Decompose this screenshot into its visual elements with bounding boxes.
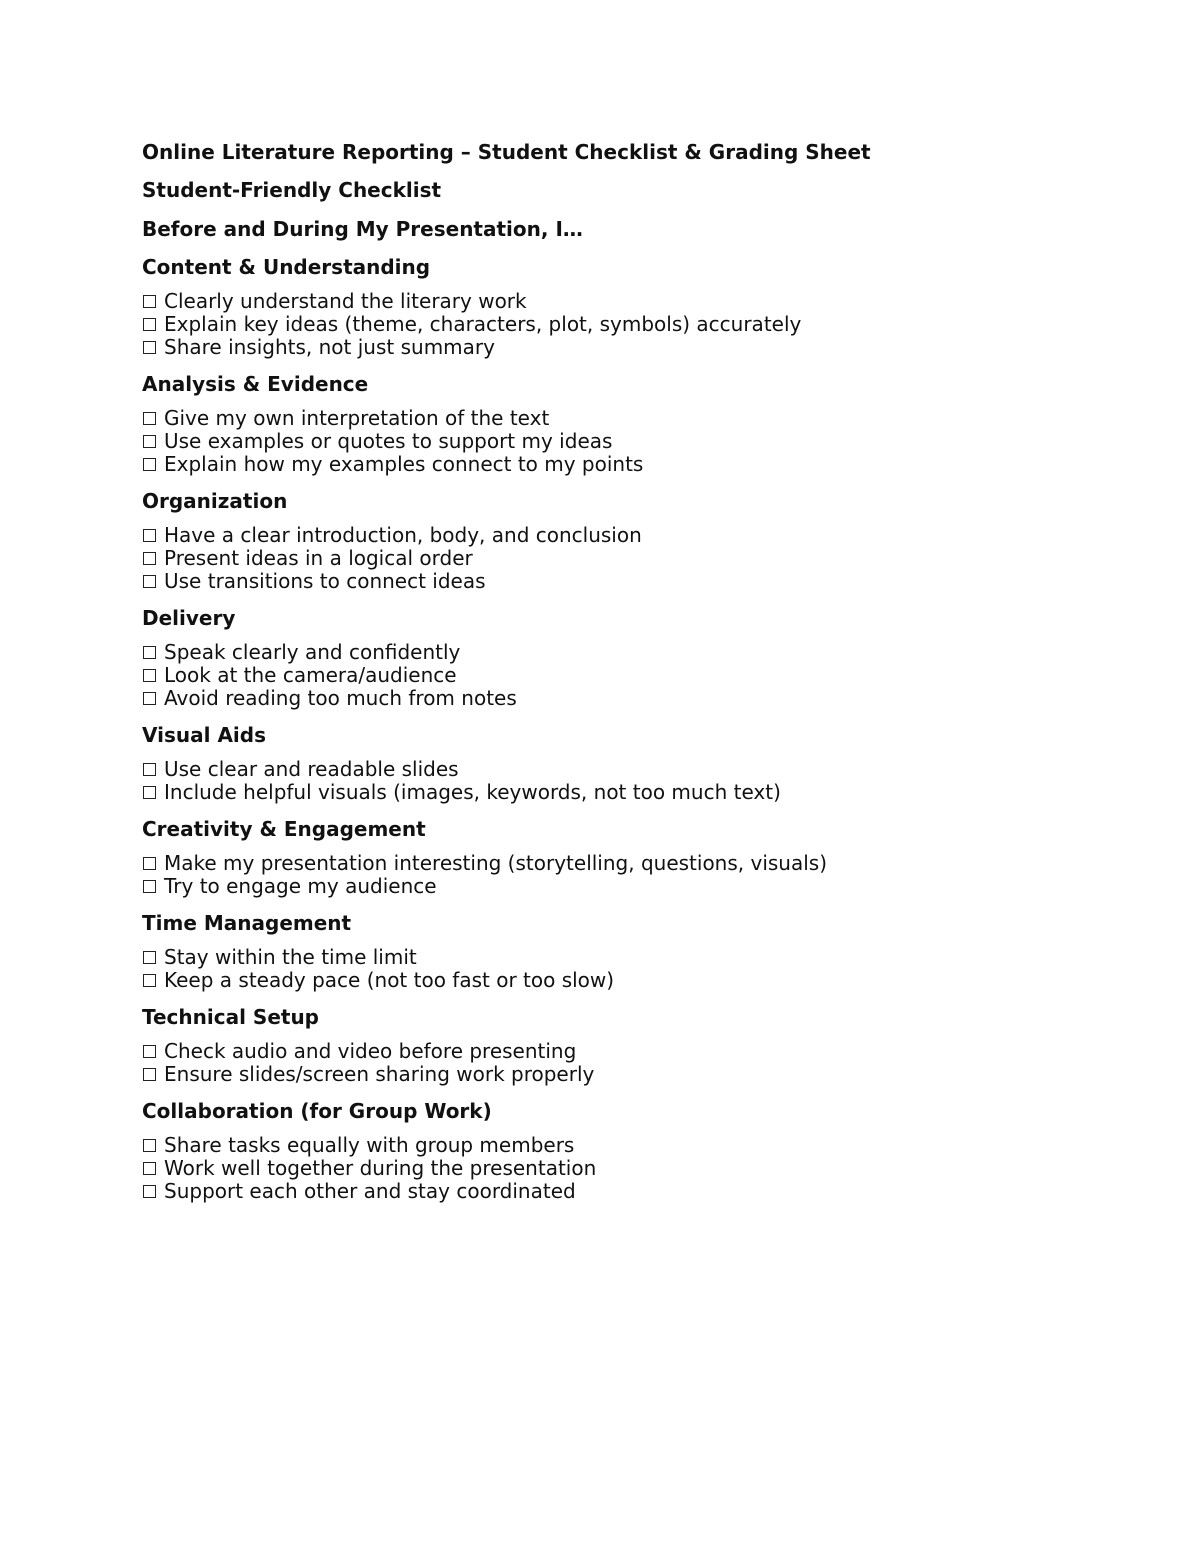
checklist-item-label: Share tasks equally with group members: [164, 1133, 575, 1157]
checklist-item-label: Make my presentation interesting (storytelling, questions, visuals): [164, 851, 828, 875]
checkbox-icon[interactable]: [143, 857, 156, 870]
checklist-item-label: Look at the camera/audience: [164, 663, 457, 687]
checklist-item: [142, 313, 1102, 336]
section-heading: Creativity & Engagement: [142, 817, 426, 841]
section-heading: Time Management: [142, 911, 352, 935]
checklist-section: [142, 253, 1102, 359]
checkbox-icon[interactable]: [143, 412, 156, 425]
checklist-item: [142, 1134, 1102, 1157]
checklist-item: [142, 524, 1102, 547]
checklist-items: [142, 852, 1102, 898]
checkbox-icon[interactable]: [143, 435, 156, 448]
checkbox-icon[interactable]: [143, 1162, 156, 1175]
checklist-item: [142, 758, 1102, 781]
checklist-items: [142, 1134, 1102, 1203]
checkbox-icon[interactable]: [143, 341, 156, 354]
checklist-section: [142, 1003, 1102, 1086]
checklist-section: [142, 815, 1102, 898]
checklist-item-label: Work well together during the presentation: [164, 1156, 597, 1180]
checklist-item: [142, 781, 1102, 804]
section-heading: Collaboration (for Group Work): [142, 1099, 492, 1123]
checkbox-icon[interactable]: [143, 669, 156, 682]
checklist-item-label: Explain key ideas (theme, characters, plot, symbols) accurately: [164, 312, 802, 336]
checklist-item: [142, 1157, 1102, 1180]
checklist-item-label: Share insights, not just summary: [164, 335, 495, 359]
lead-heading: Before and During My Presentation, I…: [142, 217, 583, 241]
checklist-item: [142, 453, 1102, 476]
checklist-item: [142, 1063, 1102, 1086]
checkbox-icon[interactable]: [143, 1139, 156, 1152]
checklist-item-label: Use examples or quotes to support my ideas: [164, 429, 613, 453]
checklist-section: [142, 487, 1102, 593]
checklist-items: [142, 641, 1102, 710]
checkbox-icon[interactable]: [143, 575, 156, 588]
checklist-item-label: Present ideas in a logical order: [164, 546, 473, 570]
checkbox-icon[interactable]: [143, 763, 156, 776]
checklist-item-label: Include helpful visuals (images, keywords, not too much text): [164, 780, 781, 804]
checklist-item: [142, 1180, 1102, 1203]
checklist-item: [142, 969, 1102, 992]
checklist-item: [142, 336, 1102, 359]
checklist-item: [142, 641, 1102, 664]
checklist-item-label: Clearly understand the literary work: [164, 289, 527, 313]
section-heading: Organization: [142, 489, 288, 513]
checklist-item: [142, 687, 1102, 710]
checklist-section: [142, 370, 1102, 476]
checklist-item: [142, 570, 1102, 593]
checkbox-icon[interactable]: [143, 951, 156, 964]
document-subtitle: Student-Friendly Checklist: [142, 178, 442, 202]
checklist-items: [142, 524, 1102, 593]
checklist-section: [142, 909, 1102, 992]
checklist-item-label: Use clear and readable slides: [164, 757, 459, 781]
document-title: Online Literature Reporting – Student Checklist & Grading Sheet: [142, 140, 871, 164]
checkbox-icon[interactable]: [143, 880, 156, 893]
checklist-item: [142, 852, 1102, 875]
checklist-item-label: Give my own interpretation of the text: [164, 406, 550, 430]
section-heading: Analysis & Evidence: [142, 372, 369, 396]
checkbox-icon[interactable]: [143, 529, 156, 542]
checkbox-icon[interactable]: [143, 1045, 156, 1058]
section-heading: Content & Understanding: [142, 255, 431, 279]
checklist-items: [142, 407, 1102, 476]
checklist-item: [142, 1040, 1102, 1063]
checklist-item-label: Ensure slides/screen sharing work properly: [164, 1062, 595, 1086]
document-page: [142, 138, 1102, 1214]
checklist-items: [142, 758, 1102, 804]
checklist-item-label: Explain how my examples connect to my points: [164, 452, 644, 476]
checklist-item-label: Keep a steady pace (not too fast or too slow): [164, 968, 615, 992]
checklist-item: [142, 875, 1102, 898]
checklist-section: [142, 604, 1102, 710]
checkbox-icon[interactable]: [143, 786, 156, 799]
checklist-item-label: Avoid reading too much from notes: [164, 686, 517, 710]
checklist-sections: [142, 253, 1102, 1203]
checklist-item: [142, 290, 1102, 313]
checklist-section: [142, 1097, 1102, 1203]
checklist-item-label: Have a clear introduction, body, and conclusion: [164, 523, 642, 547]
checkbox-icon[interactable]: [143, 552, 156, 565]
checklist-section: [142, 721, 1102, 804]
checkbox-icon[interactable]: [143, 692, 156, 705]
checklist-item-label: Support each other and stay coordinated: [164, 1179, 576, 1203]
checkbox-icon[interactable]: [143, 1185, 156, 1198]
checklist-items: [142, 290, 1102, 359]
checklist-item-label: Speak clearly and confidently: [164, 640, 461, 664]
checkbox-icon[interactable]: [143, 974, 156, 987]
checkbox-icon[interactable]: [143, 1068, 156, 1081]
section-heading: Technical Setup: [142, 1005, 319, 1029]
checkbox-icon[interactable]: [143, 458, 156, 471]
checkbox-icon[interactable]: [143, 295, 156, 308]
checklist-items: [142, 946, 1102, 992]
checklist-item: [142, 946, 1102, 969]
checklist-item-label: Check audio and video before presenting: [164, 1039, 577, 1063]
section-heading: Delivery: [142, 606, 236, 630]
checklist-item: [142, 407, 1102, 430]
checklist-item-label: Stay within the time limit: [164, 945, 417, 969]
checklist-item: [142, 547, 1102, 570]
section-heading: Visual Aids: [142, 723, 266, 747]
checklist-item-label: Try to engage my audience: [164, 874, 437, 898]
checkbox-icon[interactable]: [143, 646, 156, 659]
checklist-item-label: Use transitions to connect ideas: [164, 569, 486, 593]
checklist-item: [142, 430, 1102, 453]
checklist-items: [142, 1040, 1102, 1086]
checkbox-icon[interactable]: [143, 318, 156, 331]
checklist-item: [142, 664, 1102, 687]
